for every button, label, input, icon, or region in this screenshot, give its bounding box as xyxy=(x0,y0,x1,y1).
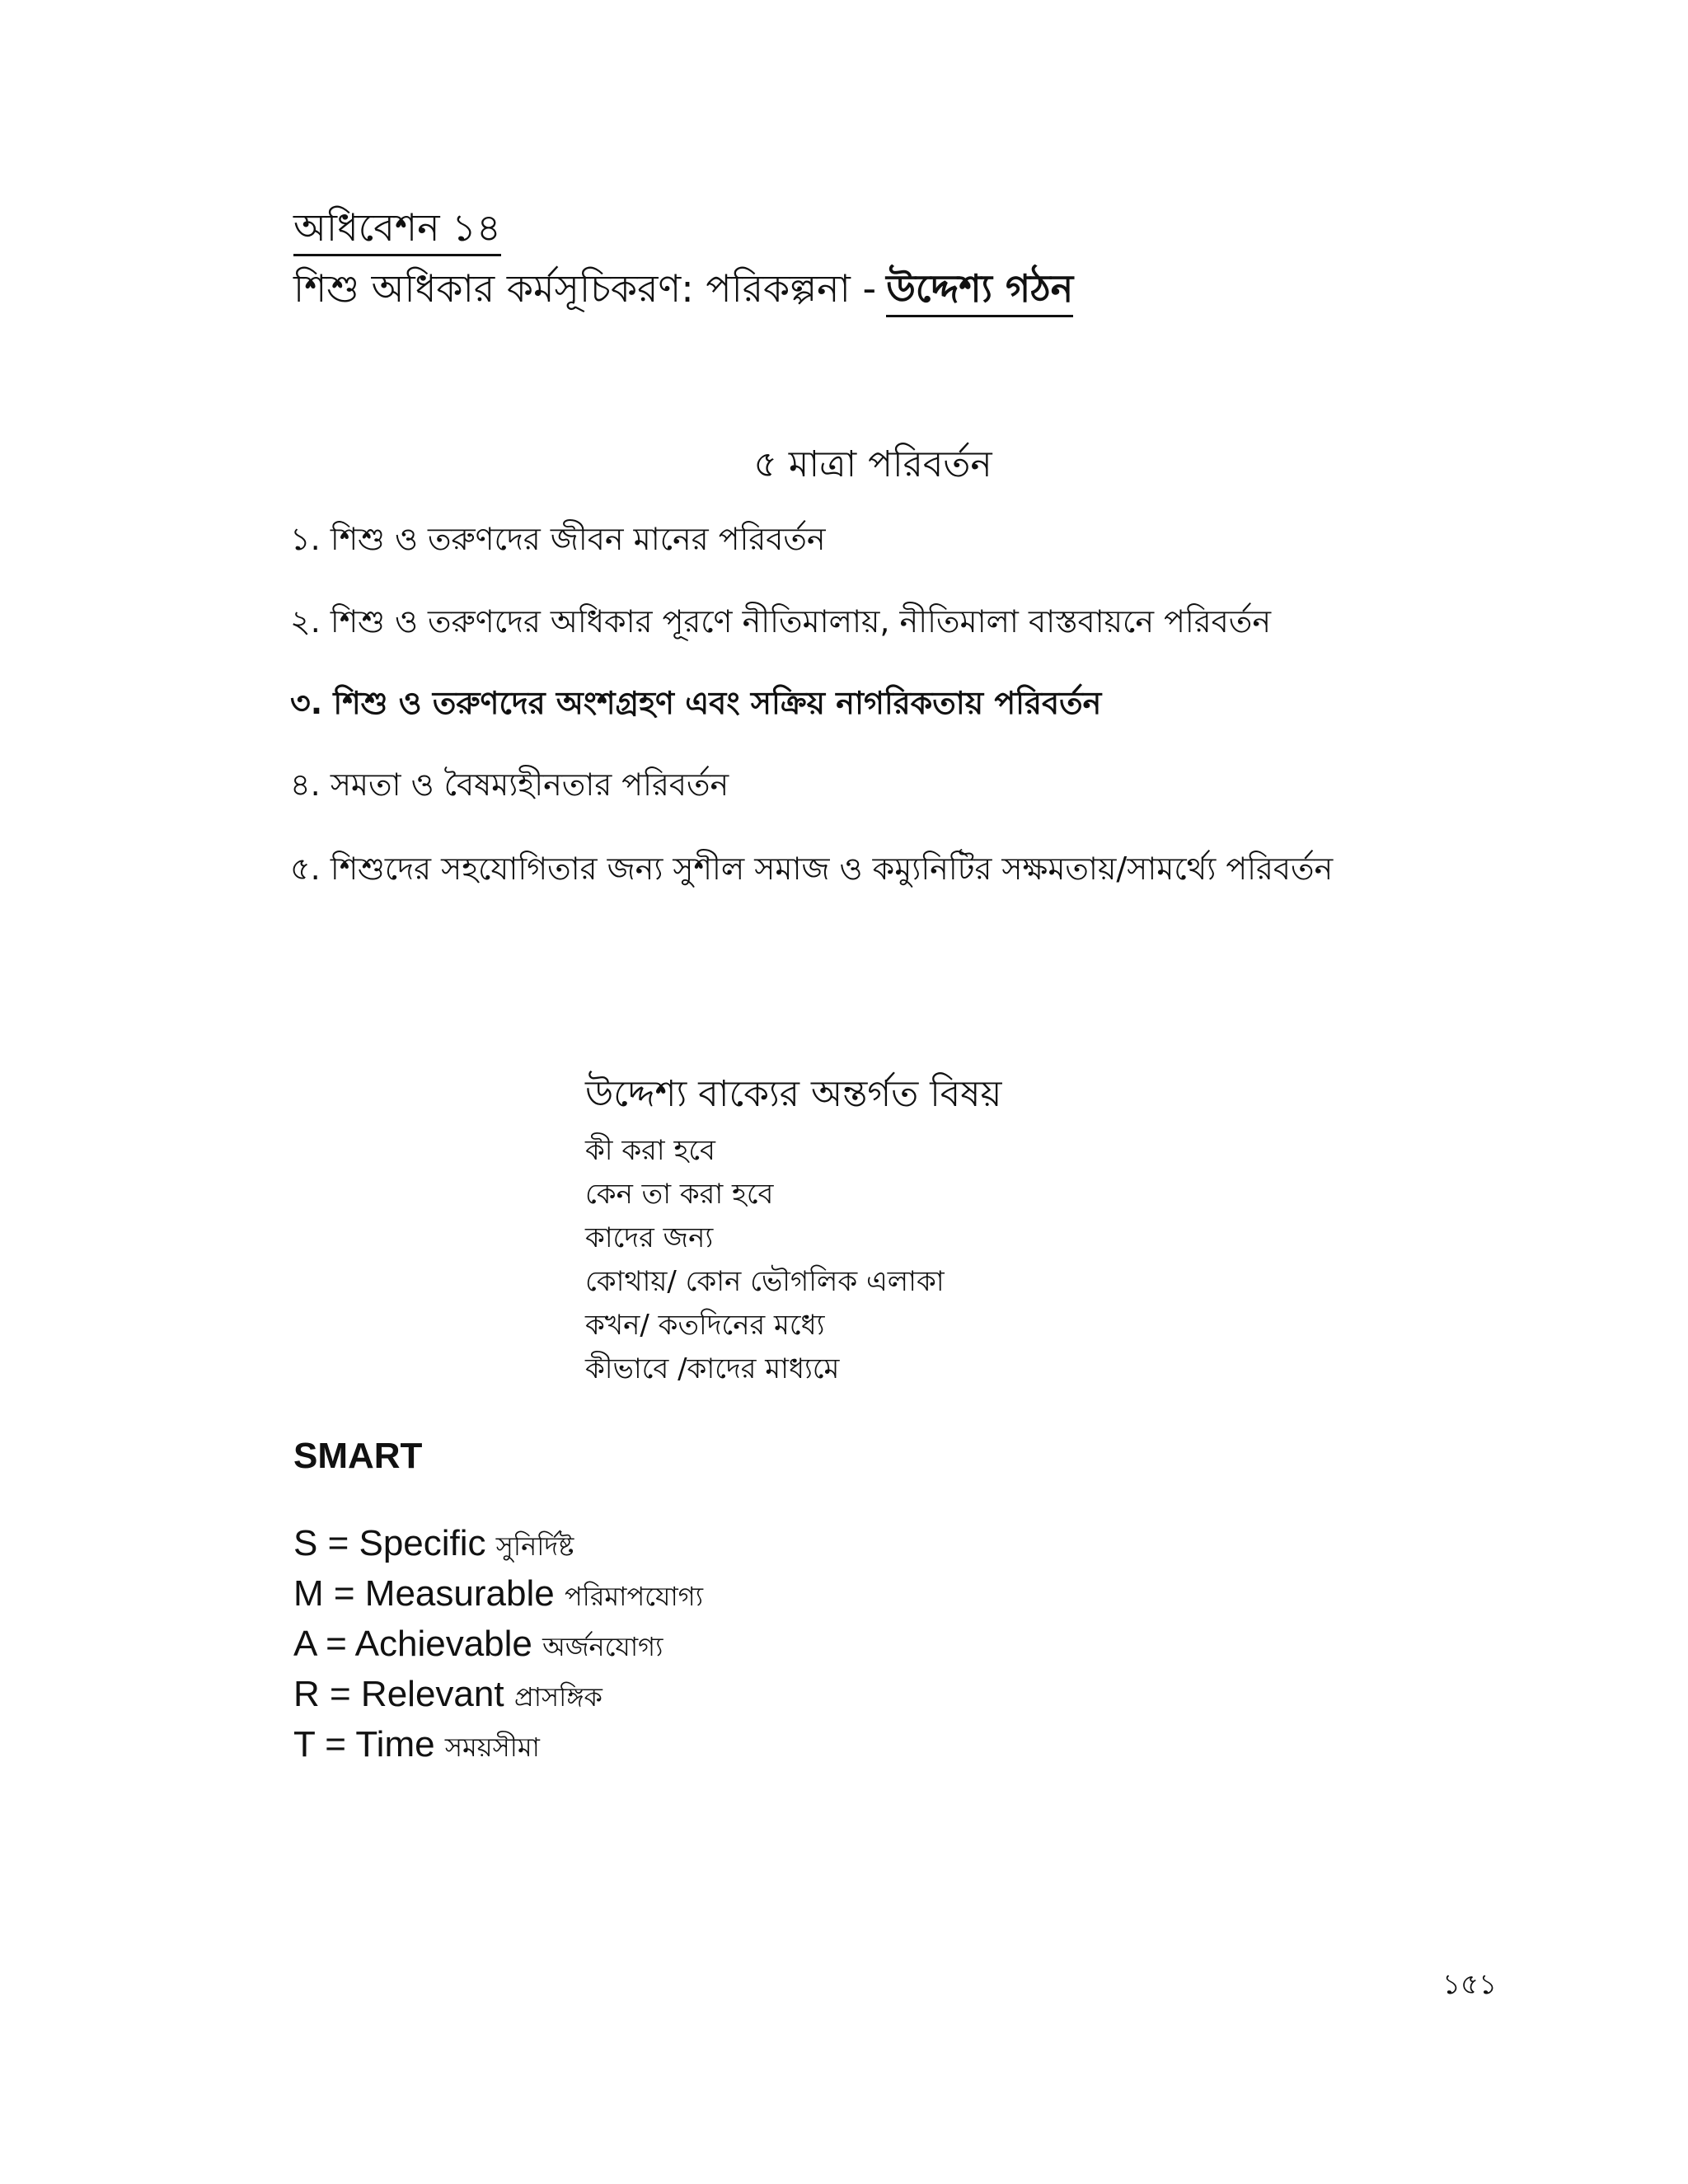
smart-term: R = Relevant xyxy=(293,1674,504,1714)
changes-list xyxy=(290,519,1333,888)
page-number: ১৫১ xyxy=(1442,1968,1498,2001)
smart-row-relevant xyxy=(293,1671,703,1721)
subtitle-emphasis: উদ্দেশ্য গঠন xyxy=(886,264,1073,317)
smart-list xyxy=(293,1520,703,1771)
session-title: অধিবেশন ১৪ xyxy=(293,204,501,256)
objective-scope-title: উদ্দেশ্য বাক্যের অন্তর্গত বিষয় xyxy=(585,1073,1002,1115)
smart-translation: প্রাসঙ্গিক xyxy=(513,1681,603,1713)
scope-item: কখন/ কতদিনের মধ্যে xyxy=(585,1309,825,1342)
change-item-3: ৩. শিশু ও তরুণদের অংশগ্রহণ এবং সক্রিয় নাগরিকতায় পরিবর্তন xyxy=(290,685,1102,721)
smart-row-measurable xyxy=(293,1570,703,1620)
scope-item: কী করা হবে xyxy=(585,1134,715,1167)
smart-translation: সুনির্দিষ্ট xyxy=(495,1530,574,1562)
smart-translation: অর্জনযোগ্য xyxy=(542,1631,663,1662)
session-subtitle xyxy=(293,264,1073,317)
smart-row-achievable xyxy=(293,1620,703,1671)
change-item-1: ১. শিশু ও তরুণদের জীবন মানের পরিবর্তন xyxy=(290,521,826,557)
smart-term: T = Time xyxy=(293,1724,435,1765)
scope-item: কেন তা করা হবে xyxy=(585,1178,774,1211)
objective-scope xyxy=(585,1071,1001,1391)
change-item-2: ২. শিশু ও তরুণদের অধিকার পূরণে নীতিমালায়, নীতিমালা বাস্তবায়নে পরিবর্তন xyxy=(290,603,1272,640)
change-item-5: ৫. শিশুদের সহযোগিতার জন্য সুশীল সমাজ ও কম্যুনিটির সক্ষমতায়/সামর্থ্যে পরিবর্তন xyxy=(290,851,1334,887)
smart-translation: সময়সীমা xyxy=(444,1732,540,1763)
smart-term: S = Specific xyxy=(293,1523,486,1563)
smart-translation: পরিমাপযোগ্য xyxy=(564,1581,704,1612)
change-item-4: ৪. সমতা ও বৈষম্যহীনতার পরিবর্তন xyxy=(290,766,729,803)
smart-term: A = Achievable xyxy=(293,1624,532,1664)
changes-title: ৫ মাত্রা পরিবর্তন xyxy=(753,443,992,485)
scope-item: কীভাবে /কাদের মাধ্যমে xyxy=(585,1352,840,1385)
scope-item: কাদের জন্য xyxy=(585,1221,714,1254)
subtitle-main: শিশু অধিকার কর্মসূচিকরণ: পরিকল্পনা - xyxy=(293,266,877,311)
scope-item: কোথায়/ কোন ভৌগলিক এলাকা xyxy=(585,1265,945,1298)
smart-term: M = Measurable xyxy=(293,1573,555,1614)
smart-row-time xyxy=(293,1721,703,1771)
smart-title: SMART xyxy=(293,1436,423,1476)
smart-row-specific xyxy=(293,1520,703,1570)
